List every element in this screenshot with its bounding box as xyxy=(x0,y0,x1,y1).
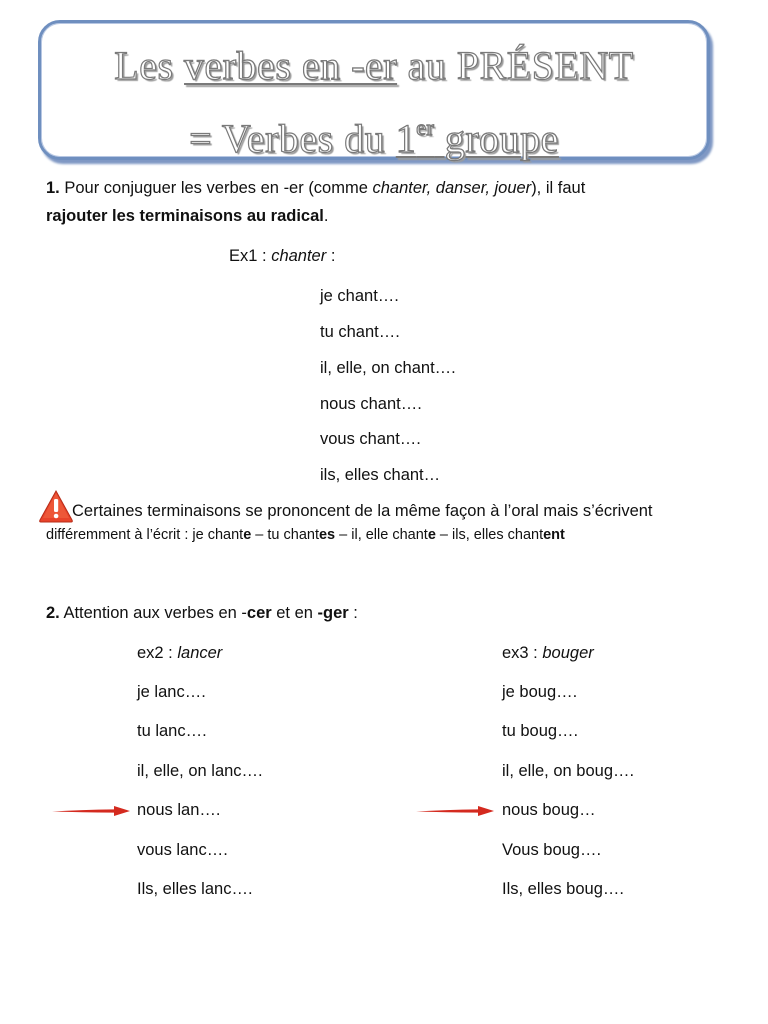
ex3-row: je boug…. xyxy=(502,683,578,701)
ex3-row: tu boug…. xyxy=(502,722,579,740)
ex3-row: il, elle, on boug…. xyxy=(502,762,635,780)
ex3-row: Vous boug…. xyxy=(502,841,602,859)
ex2-row: je lanc…. xyxy=(137,683,206,701)
title-line-2: = Verbes du 1er groupe xyxy=(189,115,559,161)
warning-triangle-icon xyxy=(38,489,74,523)
arrow-right-icon xyxy=(52,803,130,819)
section1-paragraph-line2: rajouter les terminaisons au radical. xyxy=(46,207,329,225)
ex2-row: tu lanc…. xyxy=(137,722,207,740)
conjugation-row: vous chant…. xyxy=(320,430,421,448)
example2-label: ex2 : lancer xyxy=(137,644,223,662)
conjugation-row: nous chant…. xyxy=(320,395,422,413)
ex2-row: il, elle, on lanc…. xyxy=(137,762,263,780)
arrow-right-icon xyxy=(416,803,494,819)
warning-line2: différemment à l’écrit : je chante – tu chantes – il, elle chante – ils, elles chantent xyxy=(46,527,565,543)
conjugation-row: il, elle, on chant…. xyxy=(320,359,456,377)
title-line-1: Les verbes en -er au PRÉSENT xyxy=(114,43,634,88)
warning-line1: Certaines terminaisons se prononcent de la même façon à l’oral mais s’écrivent xyxy=(72,502,653,520)
example3-label: ex3 : bouger xyxy=(502,644,594,662)
conjugation-row: ils, elles chant… xyxy=(320,466,441,484)
ex2-row: nous lan…. xyxy=(137,801,221,819)
ex2-row: Ils, elles lanc…. xyxy=(137,880,253,898)
ex3-row: Ils, elles boug…. xyxy=(502,880,624,898)
ex2-row: vous lanc…. xyxy=(137,841,228,859)
title-box xyxy=(38,20,710,160)
section1-paragraph-line1: 1. Pour conjuguer les verbes en -er (comme chanter, danser, jouer), il faut xyxy=(46,179,586,197)
ex3-row: nous boug… xyxy=(502,801,596,819)
conjugation-row: tu chant…. xyxy=(320,323,400,341)
section2-intro: 2. Attention aux verbes en -cer et en -ger : xyxy=(46,604,358,622)
title-group-number: 1er groupe xyxy=(395,115,559,161)
example1-label: Ex1 : chanter : xyxy=(229,247,336,265)
conjugation-row: je chant…. xyxy=(320,287,399,305)
